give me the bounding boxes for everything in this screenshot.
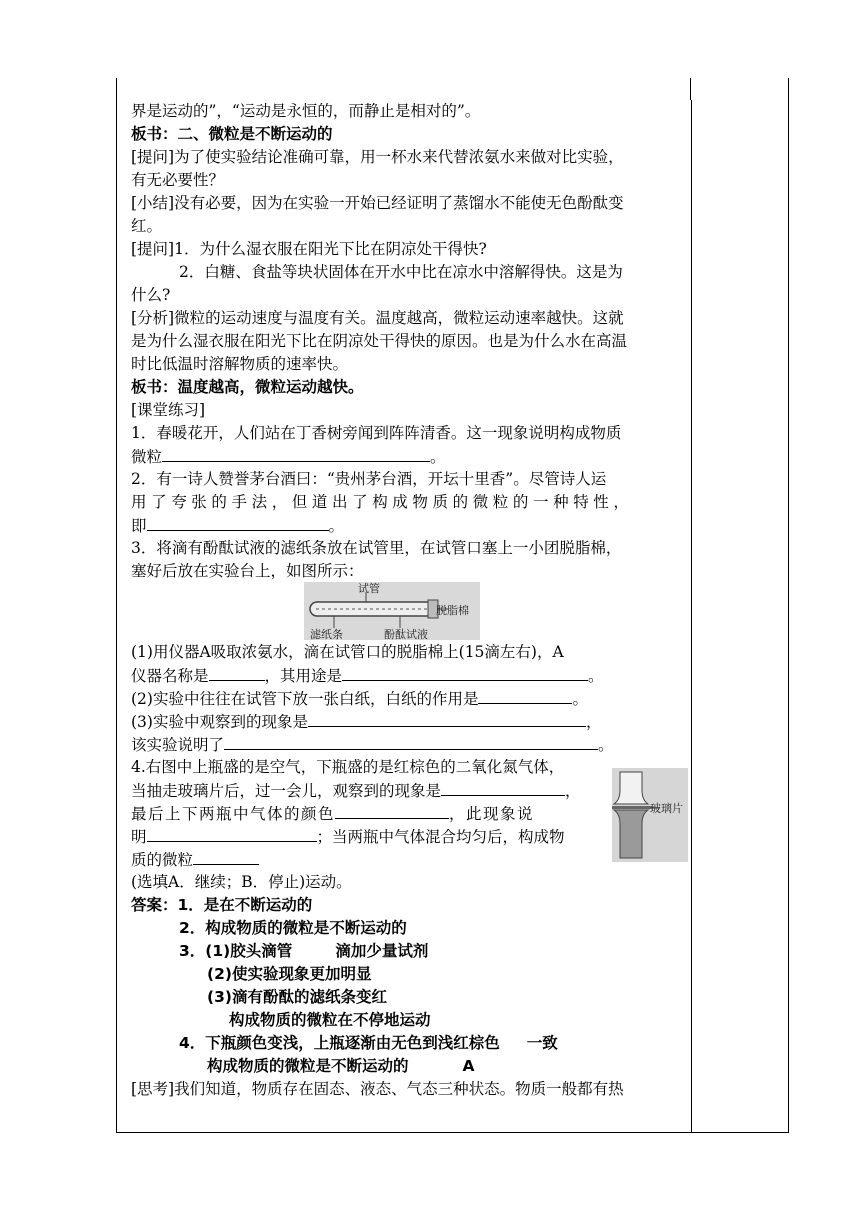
filter-paper-label: 滤纸条	[310, 628, 343, 641]
text-line	[131, 802, 687, 825]
table-border-right-top	[788, 78, 789, 100]
answer-line: 4．下瓶颜色变浅，上瓶逐渐由无色到浅红棕色 一致	[179, 1034, 558, 1052]
tube-label: 试管	[358, 582, 380, 595]
text: 。	[328, 517, 345, 535]
answer-blank[interactable]	[441, 779, 565, 796]
phenolphthalein-label: 酚酞试液	[384, 628, 428, 641]
answer-line: 答案：1．是在不断运动的	[131, 896, 313, 914]
text: (3)实验中观察到的现象是	[131, 713, 308, 731]
text-line	[131, 445, 687, 468]
text: 即	[131, 517, 147, 535]
answer-blank[interactable]	[147, 825, 317, 842]
text: 。	[572, 690, 588, 708]
text-line: [思考]我们知道，物质存在固态、液态、气态三种状态。物质一般都有热	[131, 1080, 624, 1098]
answer-blank[interactable]	[308, 710, 586, 727]
notes-cell	[690, 100, 789, 1133]
text-line: 1．春暖花开，人们站在丁香树旁闻到阵阵清香。这一现象说明构成物质	[131, 424, 622, 442]
text-line	[131, 710, 687, 733]
text: ；当两瓶中气体混合均匀后，构成物	[316, 828, 565, 846]
board-heading: 板书：温度越高，微粒运动越快。	[131, 378, 364, 396]
text: ，其用途是	[264, 667, 343, 685]
text-line: 时比低温时溶解物质的速率快。	[131, 355, 349, 373]
text-line: (1)用仪器A吸取浓氨水，滴在试管口的脱脂棉上(15滴左右)，A	[131, 643, 564, 661]
answer-line: 构成物质的微粒是不断运动的 A	[207, 1057, 475, 1075]
text: 最后上下两瓶中气体的颜色	[131, 805, 336, 823]
text-line: [提问]1．为什么湿衣服在阳光下比在阴凉处干得快?	[131, 240, 487, 258]
text-line: 2．白糖、食盐等块状固体在开水中比在凉水中溶解得快。这是为	[179, 263, 623, 281]
text-line: 2．有一诗人赞誉茅台酒曰：“贵州茅台酒，开坛十里香”。尽管诗人运	[131, 470, 607, 488]
text-line: 是为什么湿衣服在阳光下比在阴凉处干得快的原因。也是为什么水在高温	[131, 332, 628, 350]
answer-blank[interactable]	[224, 733, 598, 750]
text: 该实验说明了	[131, 736, 225, 754]
answer-line: (2)使实验现象更加明显	[207, 965, 372, 983]
text: 仪器名称是	[131, 667, 209, 685]
answer-blank[interactable]	[335, 802, 449, 819]
text-line: [小结]没有必要，因为在实验一开始已经证明了蒸馏水不能使无色酚酞变	[131, 194, 624, 212]
text-line	[131, 687, 687, 710]
cotton-label: 脱脂棉	[436, 604, 469, 617]
answer-blank[interactable]	[478, 687, 572, 704]
answer-blank[interactable]	[193, 848, 259, 865]
text-line: 塞好后放在实验台上，如图所示：	[131, 562, 364, 580]
bottles-figure	[612, 768, 688, 862]
answer-blank[interactable]	[162, 445, 430, 462]
text: (2)实验中往往在试管下放一张白纸，白纸的作用是	[131, 690, 479, 708]
text-line	[131, 514, 687, 537]
answer-line: 2．构成物质的微粒是不断运动的	[179, 919, 407, 937]
text-line: 什么?	[131, 286, 171, 304]
text: ，此现象说	[449, 805, 535, 823]
text-line	[131, 733, 687, 756]
text: 明	[131, 828, 147, 846]
text-line: 红。	[131, 217, 163, 235]
table-border-mid-top	[690, 78, 691, 100]
text-line	[131, 825, 687, 848]
text-line: 有无必要性？	[131, 171, 225, 189]
answer-blank[interactable]	[147, 514, 329, 531]
text: 微粒	[131, 448, 163, 466]
answer-blank[interactable]	[342, 664, 588, 681]
section-label: [课堂练习]	[131, 401, 206, 419]
text-line: (选填A．继续；B．停止)运动。	[131, 873, 352, 891]
test-tube-figure	[304, 582, 480, 640]
text-line: 用了夸张的手法，但道出了构成物质的微粒的一种特性，	[131, 493, 634, 511]
text: 。	[430, 448, 446, 466]
text: 。	[588, 667, 604, 685]
text-line	[131, 848, 687, 871]
text: ，	[585, 713, 602, 731]
text-line	[131, 779, 687, 802]
text-line: 3．将滴有酚酞试液的滤纸条放在试管里，在试管口塞上一小团脱脂棉，	[131, 539, 622, 557]
table-border-left-top	[116, 78, 117, 100]
text-line: 4.右图中上瓶盛的是空气，下瓶盛的是红棕色的二氧化氮气体，	[131, 758, 565, 776]
text-line: [提问]为了使实验结论准确可靠，用一杯水来代替浓氨水来做对比实验，	[131, 148, 624, 166]
glass-slide-label: 玻璃片	[650, 802, 683, 815]
text: ，	[565, 782, 581, 800]
text: 质的微粒	[131, 851, 194, 869]
answer-blank[interactable]	[209, 664, 265, 681]
board-heading: 板书：二、微粒是不断运动的	[131, 125, 333, 143]
text-line	[131, 664, 687, 687]
answer-line: 3．(1)胶头滴管 滴加少量试剂	[179, 942, 429, 960]
text: 。	[598, 736, 614, 754]
text-line: [分析]微粒的运动速度与温度有关。温度越高，微粒运动速率越快。这就	[131, 309, 624, 327]
text: 当抽走玻璃片后，过一会儿，观察到的现象是	[131, 782, 442, 800]
text-line: 界是运动的”，“运动是永恒的，而静止是相对的”。	[131, 102, 481, 120]
answer-line: 构成物质的微粒在不停地运动	[229, 1011, 431, 1029]
answer-line: (3)滴有酚酞的滤纸条变红	[207, 988, 387, 1006]
